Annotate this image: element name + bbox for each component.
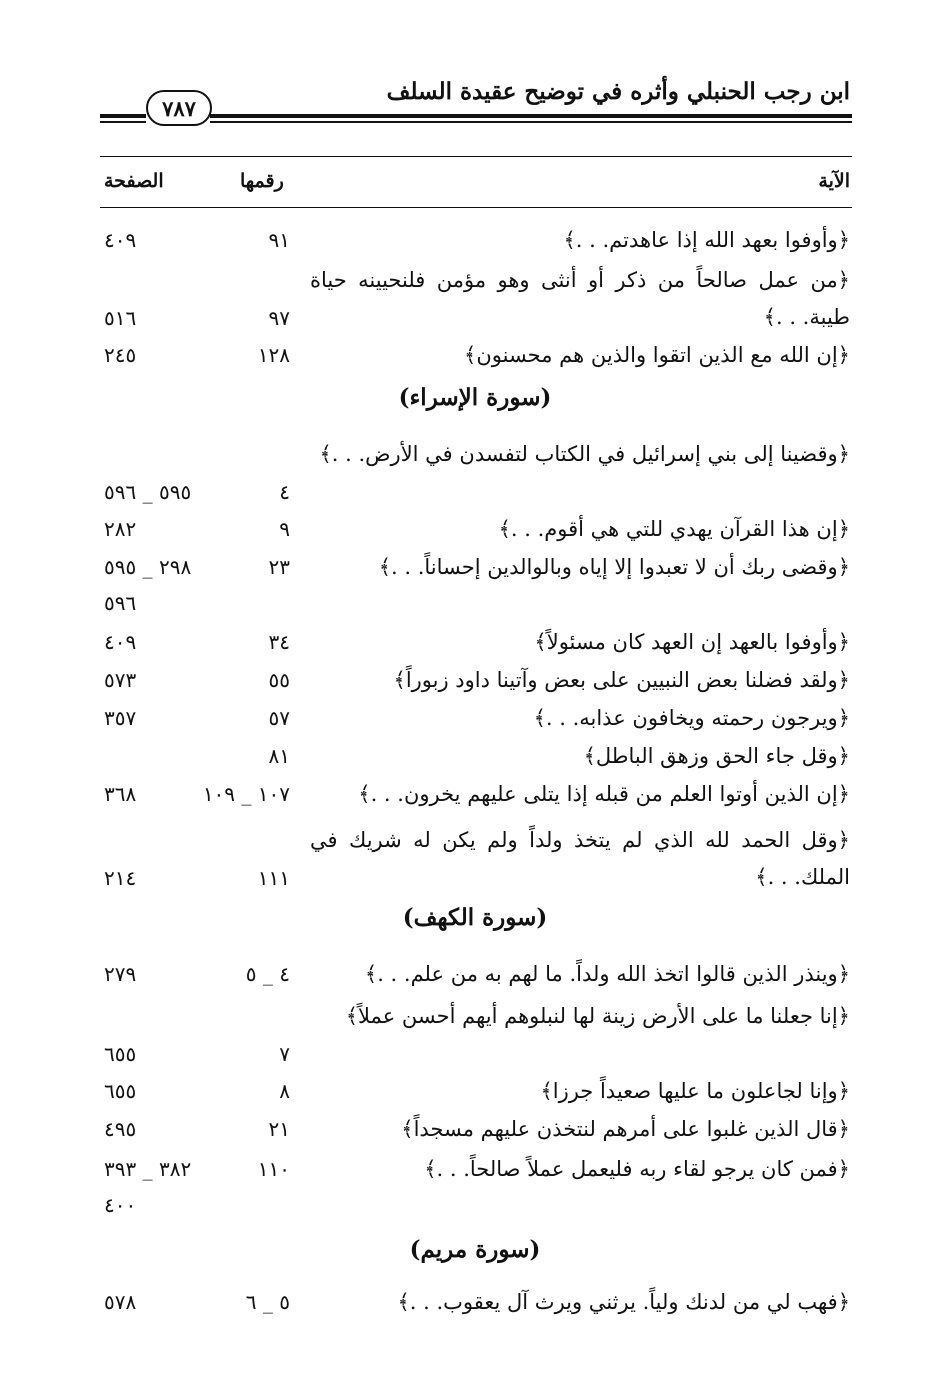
page-reference: ٣٥٧ (104, 706, 137, 730)
ayah-text: ﴿وقضينا إلى بني إسرائيل في الكتاب لتفسدن في الأرض. . .﴾ (319, 442, 850, 466)
column-heading-page: الصفحة (104, 170, 164, 192)
header-rule-thick (210, 114, 852, 118)
ayah-text: ﴿ولقد فضلنا بعض النبيين على بعض وآتينا داود زبوراً﴾ (393, 668, 850, 692)
page-reference: ٥٩٥ _ ٥٩٦ (104, 480, 192, 504)
ayah-text: ﴿إنا جعلنا ما على الأرض زينة لها لنبلوهم أيهم أحسن عملاً﴾ (345, 1004, 850, 1028)
page-reference: ٤٠٩ (104, 228, 137, 252)
ayah-number: ٨١ (268, 744, 290, 768)
page-reference: ٦٥٥ (104, 1042, 137, 1066)
ayah-number: ٥ _ ٦ (245, 1290, 290, 1314)
ayah-number: ١٠٧ _ ١٠٩ (202, 782, 290, 806)
page-reference: ٢٤٥ (104, 343, 137, 367)
ayah-number: ٧ (279, 1042, 290, 1066)
ayah-text: ﴿وإنا لجاعلون ما عليها صعيداً جرزا﴾ (540, 1079, 850, 1103)
ayah-number: ٥٥ (268, 668, 290, 692)
column-heading-ayah: الآية (818, 170, 850, 192)
ayah-number: ٤ (279, 480, 290, 504)
ayah-text: ﴿وقل جاء الحق وزهق الباطل﴾ (583, 744, 850, 768)
ayah-number: ٢٣ (268, 555, 290, 579)
ayah-text: ﴿وينذر الذين قالوا اتخذ الله ولداً. ما لهم به من علم. . .﴾ (364, 962, 850, 986)
ayah-text: ﴿وأوفوا بعهد الله إذا عاهدتم. . .﴾ (563, 228, 850, 252)
page-reference-continued: ٥٩٦ (104, 591, 137, 615)
table-heading-rule (100, 207, 852, 208)
page-reference-continued: ٤٠٠ (104, 1193, 137, 1217)
ayah-number: ٤ _ ٥ (245, 962, 290, 986)
ayah-text: ﴿قال الذين غلبوا على أمرهم لنتخذن عليهم مسجداً﴾ (401, 1117, 850, 1141)
page-reference: ٤٠٩ (104, 630, 137, 654)
page-reference: ٥٧٣ (104, 668, 137, 692)
ayah-text: ﴿إن الذين أوتوا العلم من قبله إذا يتلى عليهم يخرون. . .﴾ (358, 782, 850, 806)
ayah-text: ﴿إن الله مع الذين اتقوا والذين هم محسنون﴾ (464, 343, 850, 367)
ayah-text: ﴿وقل الحمد لله الذي لم يتخذ ولداً ولم يكن له شريك في الملك. . .﴾ (310, 828, 850, 889)
ayah-number: ٩١ (268, 228, 290, 252)
ayah-text: ﴿وقضى ربك أن لا تعبدوا إلا إياه وبالوالدين إحساناً. . .﴾ (378, 555, 850, 579)
page-number: ٧٨٧ (162, 95, 196, 121)
page-reference: ٢٨٢ (104, 517, 137, 541)
page-reference: ٢١٤ (104, 866, 137, 890)
surah-heading: (سورة مريم) (409, 1236, 541, 1263)
ayah-number: ٢١ (268, 1117, 290, 1141)
page-reference: ٥١٦ (104, 306, 137, 330)
page-reference: ٥٧٨ (104, 1290, 137, 1314)
ayah-text: ﴿إن هذا القرآن يهدي للتي هي أقوم. . .﴾ (498, 517, 850, 541)
page-reference: ٤٩٥ (104, 1117, 137, 1141)
ayah-number: ٣٤ (268, 630, 290, 654)
ayah-text: ﴿فهب لي من لدنك ولياً. يرثني ويرث آل يعقوب. . .﴾ (397, 1290, 850, 1314)
ayah-number: ٩ (279, 517, 290, 541)
ayah-text: ﴿من عمل صالحاً من ذكر أو أنثى وهو مؤمن فلنحيينه حياة طيبة. . .﴾ (310, 268, 850, 329)
page-number-badge (146, 90, 212, 126)
table-top-rule (100, 156, 852, 157)
ayah-number: ٩٧ (268, 306, 290, 330)
page-reference: ٦٥٥ (104, 1079, 137, 1103)
running-title: ابن رجب الحنبلي وأثره في توضيح عقيدة السلف (386, 78, 850, 105)
surah-heading: (سورة الإسراء) (398, 384, 552, 411)
ayah-text: ﴿وأوفوا بالعهد إن العهد كان مسئولاً﴾ (534, 630, 850, 654)
ayah-number: ١٢٨ (257, 343, 290, 367)
header-rule-thin (210, 121, 852, 123)
ayah-text: ﴿ويرجون رحمته ويخافون عذابه. . .﴾ (533, 706, 850, 730)
header-rule-left-thin (100, 121, 146, 123)
page-reference: ٢٧٩ (104, 962, 137, 986)
page-reference: ٣٦٨ (104, 782, 137, 806)
ayah-number: ١١١ (257, 866, 290, 890)
ayah-number: ٨ (279, 1079, 290, 1103)
page-reference: ٣٨٢ _ ٣٩٣ (104, 1157, 192, 1181)
ayah-number: ٥٧ (268, 706, 290, 730)
header-rule-left-thick (100, 114, 146, 118)
surah-heading: (سورة الكهف) (402, 904, 548, 931)
ayah-number: ١١٠ (257, 1157, 290, 1181)
column-heading-number: رقمها (240, 170, 284, 192)
page-reference: ٢٩٨ _ ٥٩٥ (104, 555, 192, 579)
ayah-text: ﴿فمن كان يرجو لقاء ربه فليعمل عملاً صالحاً. . .﴾ (424, 1157, 850, 1181)
